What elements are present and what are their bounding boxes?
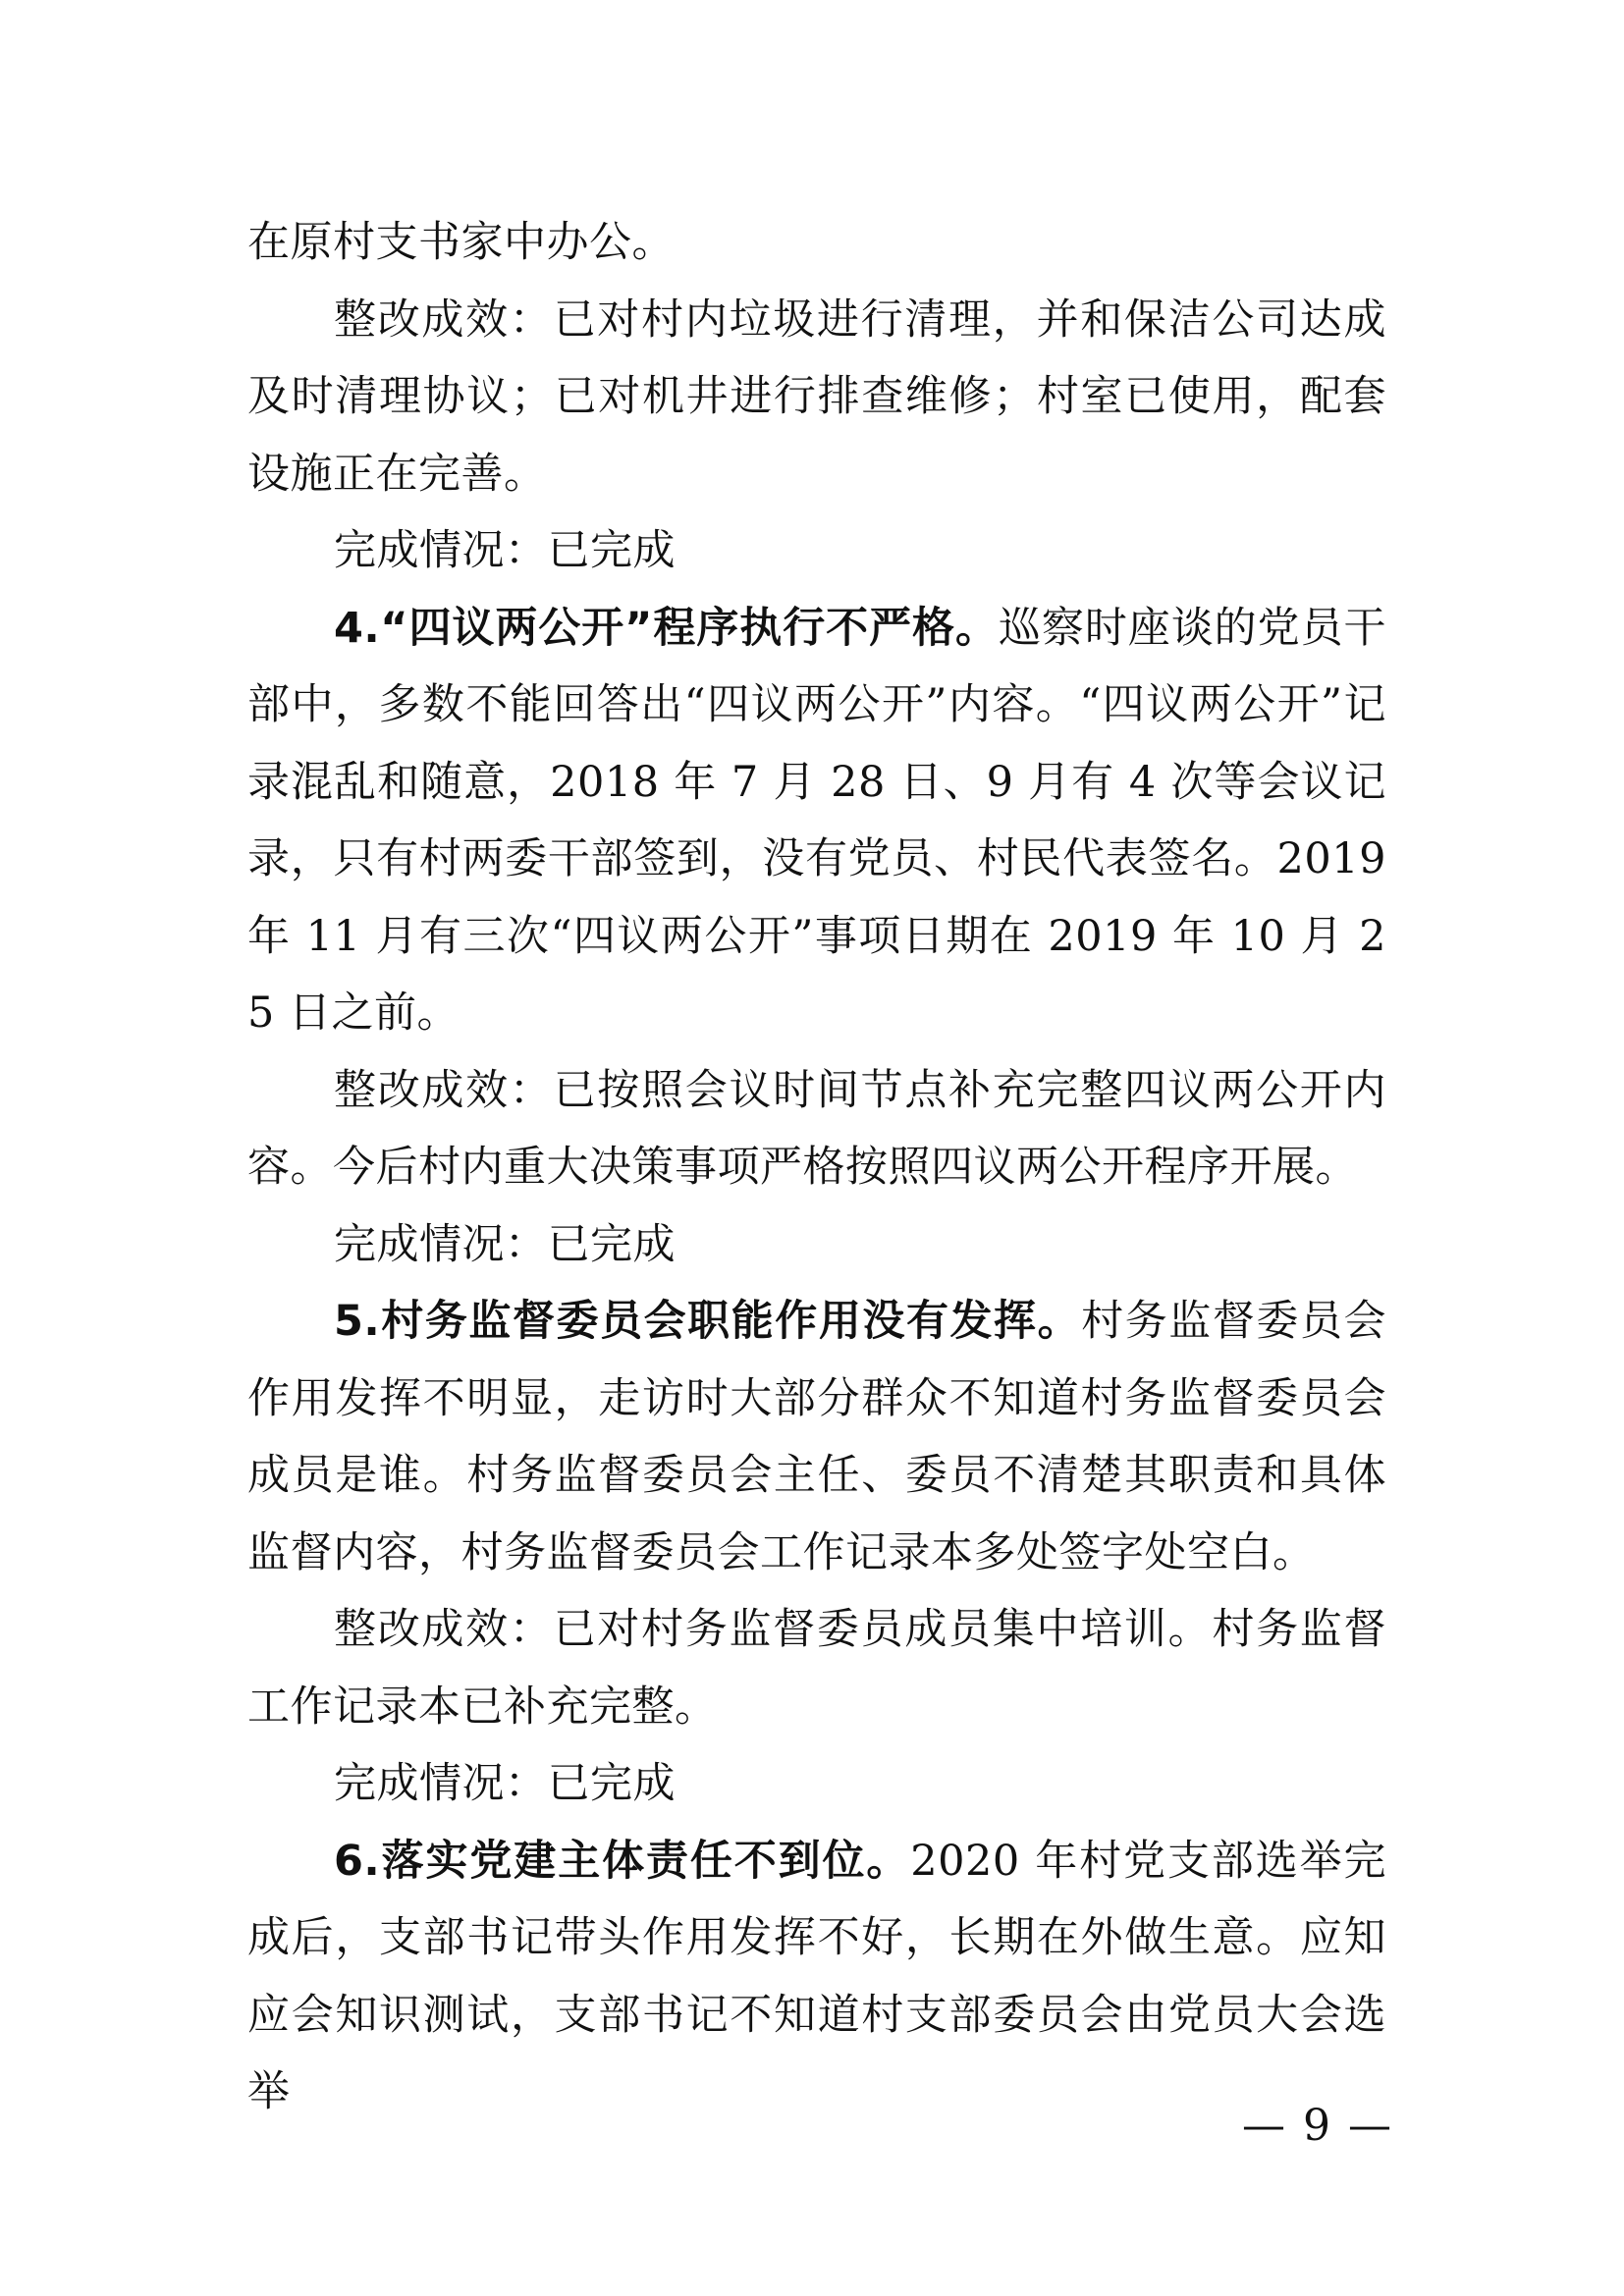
paragraph-text: 2020 年村党支部选举完成后，支部书记带头作用发挥不好，长期在外做生意。应知应会知识测试，支部书记不知道村支部委员会由党员大会选举 bbox=[247, 1836, 1386, 2116]
paragraph-text: 完成情况：已完成 bbox=[334, 526, 676, 575]
paragraph-text: 在原村支书家中办公。 bbox=[247, 218, 675, 267]
paragraph-issue-6 bbox=[247, 1823, 1386, 2131]
paragraph-completion-status-3 bbox=[247, 512, 1386, 590]
paragraph-rectification-result-3 bbox=[247, 282, 1386, 513]
paragraph-text: 完成情况：已完成 bbox=[334, 1759, 676, 1808]
paragraph-continuation bbox=[247, 204, 1386, 282]
paragraph-text: 整改成效：已对村内垃圾进行清理，并和保洁公司达成及时清理协议；已对机井进行排查维修；村室已使用，配套设施正在完善。 bbox=[247, 294, 1386, 499]
paragraph-completion-status-4 bbox=[247, 1206, 1386, 1284]
paragraph-completion-status-5 bbox=[247, 1745, 1386, 1823]
paragraph-text: 整改成效：已按照会议时间节点补充完整四议两公开内容。今后村内重大决策事项严格按照四议两公开程序开展。 bbox=[247, 1065, 1386, 1192]
paragraph-text: 完成情况：已完成 bbox=[334, 1219, 676, 1269]
paragraph-text: 村务监督委员会作用发挥不明显，走访时大部分群众不知道村务监督委员会成员是谁。村务监督委员会主任、委员不清楚其职责和具体监督内容，村务监督委员会工作记录本多处签字处空白。 bbox=[247, 1297, 1386, 1577]
issue-heading-5: 5.村务监督委员会职能作用没有发挥。 bbox=[334, 1297, 1082, 1346]
document-body bbox=[247, 204, 1386, 2131]
paragraph-text: 巡察时座谈的党员干部中，多数不能回答出“四议两公开”内容。“四议两公开”记录混乱和随意，2018 年 7 月 28 日、9 月有 4 次等会议记录，只有村两委干部签到，没有党员、村民代表签名。2019 年 11 月有三次“四议两公开”事项日期在 2019 年 10 月 25 日之前。 bbox=[247, 603, 1387, 1038]
page-number: — 9 — bbox=[1242, 2101, 1393, 2151]
paragraph-rectification-result-4 bbox=[247, 1052, 1386, 1206]
paragraph-text: 整改成效：已对村务监督委员成员集中培训。村务监督工作记录本已补充完整。 bbox=[247, 1605, 1386, 1732]
paragraph-issue-4 bbox=[247, 590, 1386, 1052]
paragraph-issue-5 bbox=[247, 1283, 1386, 1591]
paragraph-rectification-result-5 bbox=[247, 1591, 1386, 1745]
issue-heading-4: 4.“四议两公开”程序执行不严格。 bbox=[334, 603, 999, 653]
issue-heading-6: 6.落实党建主体责任不到位。 bbox=[334, 1836, 911, 1886]
